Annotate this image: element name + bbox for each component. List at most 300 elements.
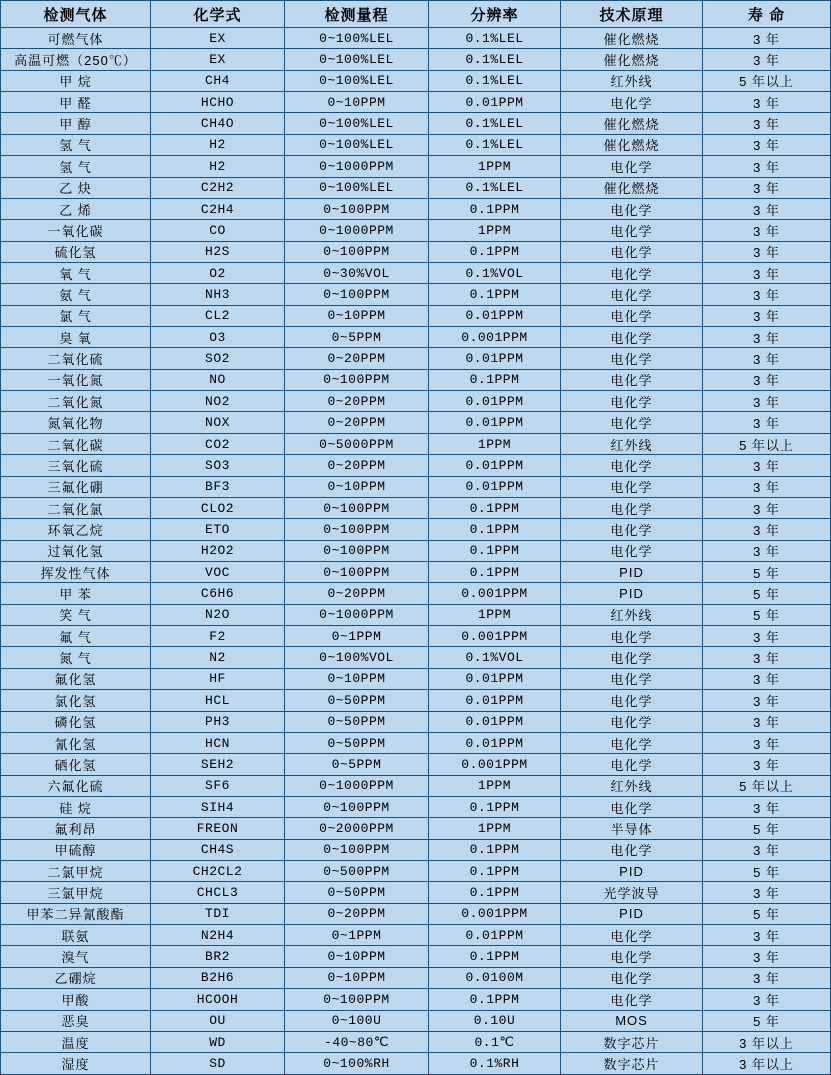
cell-measuring-range: 0~500PPM bbox=[285, 861, 429, 882]
cell-chemical-formula: NOX bbox=[151, 412, 285, 433]
table-row bbox=[1, 732, 831, 753]
cell-chemical-formula: HF bbox=[151, 668, 285, 689]
cell-measuring-range: 0~100PPM bbox=[285, 284, 429, 305]
cell-measuring-range: 0~100PPM bbox=[285, 540, 429, 561]
table-row bbox=[1, 177, 831, 198]
cell-technology: 电化学 bbox=[561, 925, 703, 946]
cell-technology: 电化学 bbox=[561, 519, 703, 540]
table-row bbox=[1, 391, 831, 412]
table-row bbox=[1, 882, 831, 903]
cell-resolution: 0.1PPM bbox=[429, 796, 561, 817]
table-row bbox=[1, 989, 831, 1010]
table-row bbox=[1, 348, 831, 369]
cell-gas-name: 环氧乙烷 bbox=[1, 519, 151, 540]
cell-measuring-range: 0~100PPM bbox=[285, 198, 429, 219]
cell-measuring-range: 0~100PPM bbox=[285, 989, 429, 1010]
cell-chemical-formula: CH4S bbox=[151, 839, 285, 860]
cell-resolution: 0.1%VOL bbox=[429, 262, 561, 283]
cell-resolution: 0.1PPM bbox=[429, 284, 561, 305]
cell-chemical-formula: CH4O bbox=[151, 113, 285, 134]
cell-resolution: 0.01PPM bbox=[429, 925, 561, 946]
cell-chemical-formula: SF6 bbox=[151, 775, 285, 796]
cell-measuring-range: 0~100PPM bbox=[285, 561, 429, 582]
cell-chemical-formula: B2H6 bbox=[151, 967, 285, 988]
cell-technology: 电化学 bbox=[561, 198, 703, 219]
cell-resolution: 0.001PPM bbox=[429, 903, 561, 924]
cell-resolution: 0.01PPM bbox=[429, 455, 561, 476]
cell-technology: 电化学 bbox=[561, 668, 703, 689]
cell-gas-name: 氮氧化物 bbox=[1, 412, 151, 433]
table-row bbox=[1, 198, 831, 219]
table-row bbox=[1, 519, 831, 540]
cell-resolution: 1PPM bbox=[429, 156, 561, 177]
table-row bbox=[1, 818, 831, 839]
cell-chemical-formula: H2 bbox=[151, 156, 285, 177]
cell-lifetime: 5 年以上 bbox=[703, 775, 831, 796]
cell-resolution: 0.1PPM bbox=[429, 540, 561, 561]
cell-measuring-range: 0~20PPM bbox=[285, 583, 429, 604]
table-row bbox=[1, 583, 831, 604]
cell-lifetime: 5 年 bbox=[703, 903, 831, 924]
cell-chemical-formula: SO3 bbox=[151, 455, 285, 476]
table-row bbox=[1, 626, 831, 647]
cell-gas-name: 硫化氢 bbox=[1, 241, 151, 262]
cell-technology: PID bbox=[561, 561, 703, 582]
cell-measuring-range: 0~10PPM bbox=[285, 967, 429, 988]
cell-technology: 电化学 bbox=[561, 946, 703, 967]
cell-chemical-formula: CO2 bbox=[151, 433, 285, 454]
cell-resolution: 0.01PPM bbox=[429, 92, 561, 113]
cell-gas-name: 过氧化氢 bbox=[1, 540, 151, 561]
table-row bbox=[1, 113, 831, 134]
cell-gas-name: 氟 气 bbox=[1, 626, 151, 647]
cell-measuring-range: 0~10PPM bbox=[285, 305, 429, 326]
cell-gas-name: 二氧化氮 bbox=[1, 391, 151, 412]
cell-resolution: 0.1PPM bbox=[429, 946, 561, 967]
table-row bbox=[1, 690, 831, 711]
cell-technology: 电化学 bbox=[561, 284, 703, 305]
table-row bbox=[1, 327, 831, 348]
cell-chemical-formula: H2S bbox=[151, 241, 285, 262]
cell-gas-name: 臭 氧 bbox=[1, 327, 151, 348]
cell-resolution: 0.1PPM bbox=[429, 369, 561, 390]
cell-measuring-range: 0~100%LEL bbox=[285, 113, 429, 134]
cell-resolution: 0.01PPM bbox=[429, 412, 561, 433]
cell-resolution: 0.1PPM bbox=[429, 839, 561, 860]
cell-chemical-formula: N2 bbox=[151, 647, 285, 668]
cell-gas-name: 氟化氢 bbox=[1, 668, 151, 689]
cell-resolution: 0.1PPM bbox=[429, 497, 561, 518]
table-row bbox=[1, 1031, 831, 1052]
column-header-chemical-formula: 化学式 bbox=[151, 1, 285, 28]
cell-lifetime: 3 年 bbox=[703, 134, 831, 155]
table-row bbox=[1, 49, 831, 70]
cell-gas-name: 溴气 bbox=[1, 946, 151, 967]
cell-measuring-range: 0~10PPM bbox=[285, 92, 429, 113]
cell-technology: 电化学 bbox=[561, 369, 703, 390]
cell-technology: 电化学 bbox=[561, 967, 703, 988]
cell-measuring-range: 0~1000PPM bbox=[285, 156, 429, 177]
cell-measuring-range: 0~10PPM bbox=[285, 476, 429, 497]
cell-lifetime: 5 年 bbox=[703, 1010, 831, 1031]
cell-resolution: 0.1%RH bbox=[429, 1053, 561, 1075]
cell-chemical-formula: CH2CL2 bbox=[151, 861, 285, 882]
cell-chemical-formula: F2 bbox=[151, 626, 285, 647]
cell-lifetime: 3 年 bbox=[703, 711, 831, 732]
cell-gas-name: 氧 气 bbox=[1, 262, 151, 283]
cell-technology: 电化学 bbox=[561, 796, 703, 817]
cell-chemical-formula: NO bbox=[151, 369, 285, 390]
cell-gas-name: 乙 炔 bbox=[1, 177, 151, 198]
cell-technology: 电化学 bbox=[561, 754, 703, 775]
cell-measuring-range: 0~50PPM bbox=[285, 690, 429, 711]
cell-measuring-range: 0~20PPM bbox=[285, 412, 429, 433]
cell-resolution: 0.1PPM bbox=[429, 198, 561, 219]
cell-gas-name: 甲 醛 bbox=[1, 92, 151, 113]
cell-lifetime: 3 年 bbox=[703, 796, 831, 817]
cell-gas-name: 氰化氢 bbox=[1, 732, 151, 753]
cell-gas-name: 一氧化碳 bbox=[1, 220, 151, 241]
cell-chemical-formula: EX bbox=[151, 28, 285, 49]
cell-gas-name: 二氧化碳 bbox=[1, 433, 151, 454]
cell-chemical-formula: HCHO bbox=[151, 92, 285, 113]
cell-technology: 电化学 bbox=[561, 391, 703, 412]
cell-lifetime: 3 年 bbox=[703, 348, 831, 369]
cell-gas-name: 三氟化硼 bbox=[1, 476, 151, 497]
cell-chemical-formula: BF3 bbox=[151, 476, 285, 497]
cell-technology: 电化学 bbox=[561, 412, 703, 433]
cell-chemical-formula: H2 bbox=[151, 134, 285, 155]
cell-measuring-range: 0~100PPM bbox=[285, 497, 429, 518]
cell-measuring-range: 0~1PPM bbox=[285, 925, 429, 946]
cell-resolution: 0.01PPM bbox=[429, 305, 561, 326]
table-header-row bbox=[1, 1, 831, 28]
cell-gas-name: 甲苯二异氰酸酯 bbox=[1, 903, 151, 924]
cell-gas-name: 温度 bbox=[1, 1031, 151, 1052]
cell-resolution: 0.01PPM bbox=[429, 711, 561, 732]
cell-measuring-range: 0~1000PPM bbox=[285, 220, 429, 241]
cell-lifetime: 3 年 bbox=[703, 668, 831, 689]
cell-measuring-range: 0~5PPM bbox=[285, 327, 429, 348]
cell-lifetime: 3 年 bbox=[703, 882, 831, 903]
cell-measuring-range: 0~50PPM bbox=[285, 711, 429, 732]
cell-technology: PID bbox=[561, 583, 703, 604]
table-row bbox=[1, 305, 831, 326]
table-row bbox=[1, 796, 831, 817]
table-row bbox=[1, 412, 831, 433]
column-header-lifetime: 寿 命 bbox=[703, 1, 831, 28]
cell-technology: 红外线 bbox=[561, 70, 703, 91]
cell-chemical-formula: CLO2 bbox=[151, 497, 285, 518]
cell-technology: 电化学 bbox=[561, 711, 703, 732]
table-row bbox=[1, 134, 831, 155]
cell-gas-name: 二氧化氯 bbox=[1, 497, 151, 518]
cell-lifetime: 3 年以上 bbox=[703, 1031, 831, 1052]
cell-chemical-formula: WD bbox=[151, 1031, 285, 1052]
table-row bbox=[1, 540, 831, 561]
cell-resolution: 0.1%LEL bbox=[429, 70, 561, 91]
cell-resolution: 0.1%LEL bbox=[429, 113, 561, 134]
cell-lifetime: 3 年 bbox=[703, 455, 831, 476]
cell-measuring-range: 0~1000PPM bbox=[285, 604, 429, 625]
cell-measuring-range: 0~100%RH bbox=[285, 1053, 429, 1075]
cell-resolution: 0.1PPM bbox=[429, 241, 561, 262]
table-row bbox=[1, 754, 831, 775]
cell-gas-name: 三氧化硫 bbox=[1, 455, 151, 476]
cell-resolution: 1PPM bbox=[429, 220, 561, 241]
cell-technology: 电化学 bbox=[561, 540, 703, 561]
cell-gas-name: 二氧化硫 bbox=[1, 348, 151, 369]
cell-gas-name: 氟利昂 bbox=[1, 818, 151, 839]
cell-technology: 电化学 bbox=[561, 92, 703, 113]
cell-technology: 红外线 bbox=[561, 775, 703, 796]
table-row bbox=[1, 156, 831, 177]
cell-gas-name: 硒化氢 bbox=[1, 754, 151, 775]
table-row bbox=[1, 220, 831, 241]
table-row bbox=[1, 647, 831, 668]
cell-lifetime: 3 年 bbox=[703, 177, 831, 198]
cell-measuring-range: 0~100%LEL bbox=[285, 134, 429, 155]
cell-lifetime: 3 年 bbox=[703, 754, 831, 775]
cell-measuring-range: 0~100%VOL bbox=[285, 647, 429, 668]
cell-lifetime: 5 年以上 bbox=[703, 70, 831, 91]
cell-lifetime: 3 年 bbox=[703, 497, 831, 518]
cell-technology: 催化燃烧 bbox=[561, 177, 703, 198]
cell-resolution: 0.1%VOL bbox=[429, 647, 561, 668]
cell-chemical-formula: CL2 bbox=[151, 305, 285, 326]
cell-lifetime: 3 年 bbox=[703, 198, 831, 219]
cell-chemical-formula: O2 bbox=[151, 262, 285, 283]
table-row bbox=[1, 28, 831, 49]
cell-technology: 光学波导 bbox=[561, 882, 703, 903]
cell-chemical-formula: ETO bbox=[151, 519, 285, 540]
cell-lifetime: 5 年 bbox=[703, 604, 831, 625]
cell-measuring-range: 0~5000PPM bbox=[285, 433, 429, 454]
cell-technology: 数字芯片 bbox=[561, 1031, 703, 1052]
cell-lifetime: 3 年 bbox=[703, 305, 831, 326]
table-row bbox=[1, 604, 831, 625]
cell-resolution: 0.1%LEL bbox=[429, 28, 561, 49]
cell-technology: 催化燃烧 bbox=[561, 134, 703, 155]
cell-measuring-range: 0~20PPM bbox=[285, 455, 429, 476]
cell-resolution: 0.01PPM bbox=[429, 668, 561, 689]
cell-gas-name: 二氯甲烷 bbox=[1, 861, 151, 882]
cell-lifetime: 3 年 bbox=[703, 732, 831, 753]
cell-lifetime: 3 年 bbox=[703, 369, 831, 390]
table-row bbox=[1, 1053, 831, 1075]
cell-chemical-formula: C2H4 bbox=[151, 198, 285, 219]
cell-resolution: 0.0100M bbox=[429, 967, 561, 988]
cell-lifetime: 3 年 bbox=[703, 220, 831, 241]
cell-gas-name: 氢 气 bbox=[1, 134, 151, 155]
cell-gas-name: 甲 醇 bbox=[1, 113, 151, 134]
cell-measuring-range: 0~10PPM bbox=[285, 668, 429, 689]
cell-resolution: 0.01PPM bbox=[429, 348, 561, 369]
cell-measuring-range: 0~100PPM bbox=[285, 796, 429, 817]
cell-gas-name: 笑 气 bbox=[1, 604, 151, 625]
cell-resolution: 0.001PPM bbox=[429, 754, 561, 775]
cell-gas-name: 恶臭 bbox=[1, 1010, 151, 1031]
cell-chemical-formula: H2O2 bbox=[151, 540, 285, 561]
cell-lifetime: 3 年 bbox=[703, 284, 831, 305]
cell-resolution: 0.1PPM bbox=[429, 561, 561, 582]
cell-lifetime: 5 年 bbox=[703, 583, 831, 604]
cell-chemical-formula: CO bbox=[151, 220, 285, 241]
table-row bbox=[1, 668, 831, 689]
cell-chemical-formula: CHCL3 bbox=[151, 882, 285, 903]
cell-gas-name: 氮 气 bbox=[1, 647, 151, 668]
cell-technology: 红外线 bbox=[561, 433, 703, 454]
cell-lifetime: 3 年 bbox=[703, 28, 831, 49]
cell-lifetime: 3 年 bbox=[703, 262, 831, 283]
cell-technology: 电化学 bbox=[561, 262, 703, 283]
cell-technology: MOS bbox=[561, 1010, 703, 1031]
cell-measuring-range: 0~100PPM bbox=[285, 369, 429, 390]
cell-technology: 电化学 bbox=[561, 156, 703, 177]
cell-gas-name: 磷化氢 bbox=[1, 711, 151, 732]
cell-resolution: 1PPM bbox=[429, 433, 561, 454]
cell-lifetime: 5 年以上 bbox=[703, 433, 831, 454]
table-header bbox=[1, 1, 831, 28]
cell-chemical-formula: HCN bbox=[151, 732, 285, 753]
cell-technology: PID bbox=[561, 861, 703, 882]
cell-lifetime: 3 年 bbox=[703, 839, 831, 860]
cell-resolution: 0.01PPM bbox=[429, 690, 561, 711]
cell-technology: 电化学 bbox=[561, 455, 703, 476]
cell-resolution: 0.1PPM bbox=[429, 882, 561, 903]
cell-gas-name: 乙 烯 bbox=[1, 198, 151, 219]
cell-gas-name: 氨 气 bbox=[1, 284, 151, 305]
cell-technology: 电化学 bbox=[561, 348, 703, 369]
column-header-gas-name: 检测气体 bbox=[1, 1, 151, 28]
cell-resolution: 0.001PPM bbox=[429, 583, 561, 604]
cell-technology: 电化学 bbox=[561, 647, 703, 668]
cell-measuring-range: 0~20PPM bbox=[285, 903, 429, 924]
cell-lifetime: 3 年 bbox=[703, 967, 831, 988]
cell-lifetime: 3 年 bbox=[703, 626, 831, 647]
cell-resolution: 0.1PPM bbox=[429, 519, 561, 540]
cell-measuring-range: -40~80℃ bbox=[285, 1031, 429, 1052]
table-row bbox=[1, 476, 831, 497]
cell-resolution: 0.01PPM bbox=[429, 732, 561, 753]
cell-technology: 电化学 bbox=[561, 690, 703, 711]
cell-lifetime: 3 年 bbox=[703, 989, 831, 1010]
cell-lifetime: 3 年 bbox=[703, 412, 831, 433]
cell-measuring-range: 0~100U bbox=[285, 1010, 429, 1031]
cell-chemical-formula: SEH2 bbox=[151, 754, 285, 775]
table-row bbox=[1, 92, 831, 113]
cell-resolution: 0.1%LEL bbox=[429, 177, 561, 198]
cell-lifetime: 3 年 bbox=[703, 519, 831, 540]
cell-gas-name: 三氯甲烷 bbox=[1, 882, 151, 903]
table-row bbox=[1, 241, 831, 262]
cell-technology: 催化燃烧 bbox=[561, 49, 703, 70]
cell-gas-name: 挥发性气体 bbox=[1, 561, 151, 582]
cell-measuring-range: 0~100%LEL bbox=[285, 28, 429, 49]
cell-lifetime: 3 年 bbox=[703, 113, 831, 134]
cell-gas-name: 氯化氢 bbox=[1, 690, 151, 711]
cell-gas-name: 六氟化硫 bbox=[1, 775, 151, 796]
cell-chemical-formula: C2H2 bbox=[151, 177, 285, 198]
cell-chemical-formula: PH3 bbox=[151, 711, 285, 732]
cell-technology: 电化学 bbox=[561, 305, 703, 326]
cell-chemical-formula: EX bbox=[151, 49, 285, 70]
cell-measuring-range: 0~100PPM bbox=[285, 241, 429, 262]
cell-lifetime: 3 年 bbox=[703, 327, 831, 348]
cell-measuring-range: 0~100PPM bbox=[285, 519, 429, 540]
cell-chemical-formula: SO2 bbox=[151, 348, 285, 369]
cell-lifetime: 3 年 bbox=[703, 49, 831, 70]
cell-measuring-range: 0~50PPM bbox=[285, 882, 429, 903]
cell-lifetime: 3 年 bbox=[703, 946, 831, 967]
table-row bbox=[1, 925, 831, 946]
cell-technology: 电化学 bbox=[561, 626, 703, 647]
table-row bbox=[1, 561, 831, 582]
cell-gas-name: 高温可燃（250℃） bbox=[1, 49, 151, 70]
cell-chemical-formula: SIH4 bbox=[151, 796, 285, 817]
cell-resolution: 1PPM bbox=[429, 604, 561, 625]
cell-gas-name: 可燃气体 bbox=[1, 28, 151, 49]
column-header-resolution: 分辨率 bbox=[429, 1, 561, 28]
cell-resolution: 0.01PPM bbox=[429, 476, 561, 497]
cell-measuring-range: 0~2000PPM bbox=[285, 818, 429, 839]
cell-gas-name: 氯 气 bbox=[1, 305, 151, 326]
table-row bbox=[1, 455, 831, 476]
cell-gas-name: 一氧化氮 bbox=[1, 369, 151, 390]
cell-technology: 催化燃烧 bbox=[561, 113, 703, 134]
cell-measuring-range: 0~100%LEL bbox=[285, 70, 429, 91]
cell-chemical-formula: C6H6 bbox=[151, 583, 285, 604]
cell-chemical-formula: N2H4 bbox=[151, 925, 285, 946]
table-row bbox=[1, 497, 831, 518]
table-row bbox=[1, 284, 831, 305]
cell-chemical-formula: O3 bbox=[151, 327, 285, 348]
cell-technology: 电化学 bbox=[561, 476, 703, 497]
table-row bbox=[1, 1010, 831, 1031]
cell-lifetime: 3 年 bbox=[703, 156, 831, 177]
cell-chemical-formula: NH3 bbox=[151, 284, 285, 305]
cell-resolution: 0.01PPM bbox=[429, 391, 561, 412]
cell-lifetime: 3 年 bbox=[703, 476, 831, 497]
cell-measuring-range: 0~30%VOL bbox=[285, 262, 429, 283]
table-row bbox=[1, 903, 831, 924]
cell-technology: 电化学 bbox=[561, 839, 703, 860]
cell-technology: 催化燃烧 bbox=[561, 28, 703, 49]
cell-chemical-formula: HCOOH bbox=[151, 989, 285, 1010]
cell-resolution: 0.1PPM bbox=[429, 861, 561, 882]
cell-measuring-range: 0~5PPM bbox=[285, 754, 429, 775]
cell-lifetime: 3 年 bbox=[703, 690, 831, 711]
table-row bbox=[1, 775, 831, 796]
cell-chemical-formula: NO2 bbox=[151, 391, 285, 412]
cell-lifetime: 3 年以上 bbox=[703, 1053, 831, 1075]
cell-chemical-formula: HCL bbox=[151, 690, 285, 711]
table-body bbox=[1, 28, 831, 1075]
cell-gas-name: 乙硼烷 bbox=[1, 967, 151, 988]
cell-measuring-range: 0~100%LEL bbox=[285, 49, 429, 70]
cell-chemical-formula: VOC bbox=[151, 561, 285, 582]
cell-resolution: 1PPM bbox=[429, 818, 561, 839]
cell-measuring-range: 0~1PPM bbox=[285, 626, 429, 647]
cell-technology: 电化学 bbox=[561, 220, 703, 241]
cell-gas-name: 湿度 bbox=[1, 1053, 151, 1075]
table-row bbox=[1, 433, 831, 454]
cell-gas-name: 甲 烷 bbox=[1, 70, 151, 91]
cell-gas-name: 硅 烷 bbox=[1, 796, 151, 817]
column-header-technology: 技术原理 bbox=[561, 1, 703, 28]
cell-chemical-formula: SD bbox=[151, 1053, 285, 1075]
table-row bbox=[1, 262, 831, 283]
